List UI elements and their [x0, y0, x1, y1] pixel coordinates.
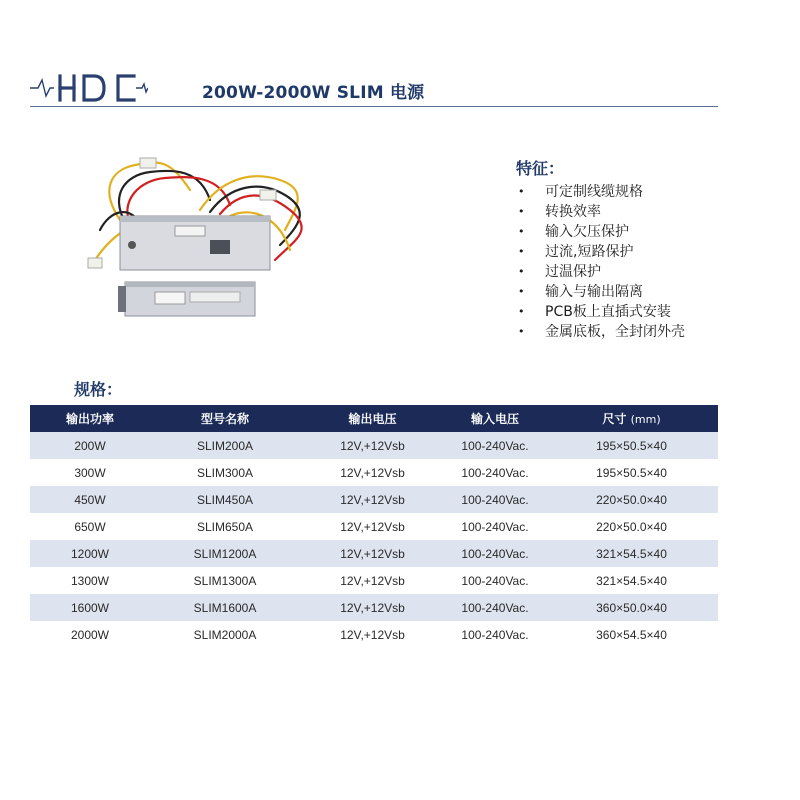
table-row — [30, 513, 718, 540]
bullet-icon: • — [518, 245, 525, 258]
col-output-voltage: 输出电压 — [300, 405, 445, 432]
cell: 100-240Vac. — [445, 513, 545, 540]
cell: 220×50.0×40 — [545, 486, 718, 513]
cell: 300W — [30, 459, 150, 486]
feature-item: • PCB板上直插式安装 — [518, 304, 671, 320]
dimensions-unit: (mm) — [630, 413, 661, 426]
cell: 360×50.0×40 — [545, 594, 718, 621]
cell: SLIM1600A — [150, 594, 300, 621]
cell: SLIM1300A — [150, 567, 300, 594]
features-title: 特征： — [516, 159, 565, 178]
power-supply-photo-icon — [80, 150, 305, 330]
feature-item: • 输入欠压保护 — [518, 224, 629, 240]
cell: 12V,+12Vsb — [300, 567, 445, 594]
bullet-icon: • — [518, 325, 525, 338]
feature-item: • 过温保护 — [518, 264, 601, 280]
cell: 100-240Vac. — [445, 486, 545, 513]
spec-table — [30, 405, 718, 648]
cell: SLIM450A — [150, 486, 300, 513]
table-row — [30, 621, 718, 648]
cell: 220×50.0×40 — [545, 513, 718, 540]
cell: 321×54.5×40 — [545, 567, 718, 594]
cell: 650W — [30, 513, 150, 540]
cell: 1200W — [30, 540, 150, 567]
table-header-row — [30, 405, 718, 432]
hdc-logo — [30, 70, 148, 106]
bullet-icon: • — [518, 265, 525, 278]
table-row — [30, 459, 718, 486]
feature-item: • 可定制线缆规格 — [518, 184, 643, 200]
cell: 360×54.5×40 — [545, 621, 718, 648]
cell: 1600W — [30, 594, 150, 621]
cell: 100-240Vac. — [445, 459, 545, 486]
cell: 12V,+12Vsb — [300, 432, 445, 459]
cell: 2000W — [30, 621, 150, 648]
cell: SLIM1200A — [150, 540, 300, 567]
feature-item: • 过流,短路保护 — [518, 244, 634, 260]
cell: 12V,+12Vsb — [300, 486, 445, 513]
cell: 100-240Vac. — [445, 432, 545, 459]
cell: 100-240Vac. — [445, 540, 545, 567]
cell: 100-240Vac. — [445, 621, 545, 648]
cell: SLIM2000A — [150, 621, 300, 648]
features-list — [516, 182, 685, 342]
bullet-icon: • — [518, 205, 525, 218]
feature-item: • 输入与输出隔离 — [518, 284, 643, 300]
cell: 12V,+12Vsb — [300, 459, 445, 486]
table-row — [30, 540, 718, 567]
table-row — [30, 594, 718, 621]
cell: 100-240Vac. — [445, 567, 545, 594]
cell: 1300W — [30, 567, 150, 594]
cell: 12V,+12Vsb — [300, 594, 445, 621]
col-model-name: 型号名称 — [150, 405, 300, 432]
header-divider — [30, 106, 718, 107]
col-output-power: 输出功率 — [30, 405, 150, 432]
cell: 195×50.5×40 — [545, 459, 718, 486]
cell: 200W — [30, 432, 150, 459]
bullet-icon: • — [518, 185, 525, 198]
table-row — [30, 432, 718, 459]
bullet-icon: • — [518, 225, 525, 238]
cell: 12V,+12Vsb — [300, 540, 445, 567]
cell: 321×54.5×40 — [545, 540, 718, 567]
feature-item: • 转换效率 — [518, 204, 601, 220]
bullet-icon: • — [518, 285, 525, 298]
feature-item: • 金属底板，全封闭外壳 — [518, 324, 685, 340]
cell: SLIM650A — [150, 513, 300, 540]
table-row — [30, 567, 718, 594]
cell: 12V,+12Vsb — [300, 513, 445, 540]
page-title: 200W-2000W SLIM 电源 — [202, 83, 425, 103]
specs-title: 规格： — [74, 380, 123, 399]
bullet-icon: • — [518, 305, 525, 318]
col-input-voltage: 输入电压 — [445, 405, 545, 432]
table-row — [30, 486, 718, 513]
cell: 12V,+12Vsb — [300, 621, 445, 648]
cell: 450W — [30, 486, 150, 513]
cell: SLIM200A — [150, 432, 300, 459]
col-dimensions: 尺寸 (mm) — [545, 405, 718, 432]
cell: 195×50.5×40 — [545, 432, 718, 459]
cell: 100-240Vac. — [445, 594, 545, 621]
cell: SLIM300A — [150, 459, 300, 486]
